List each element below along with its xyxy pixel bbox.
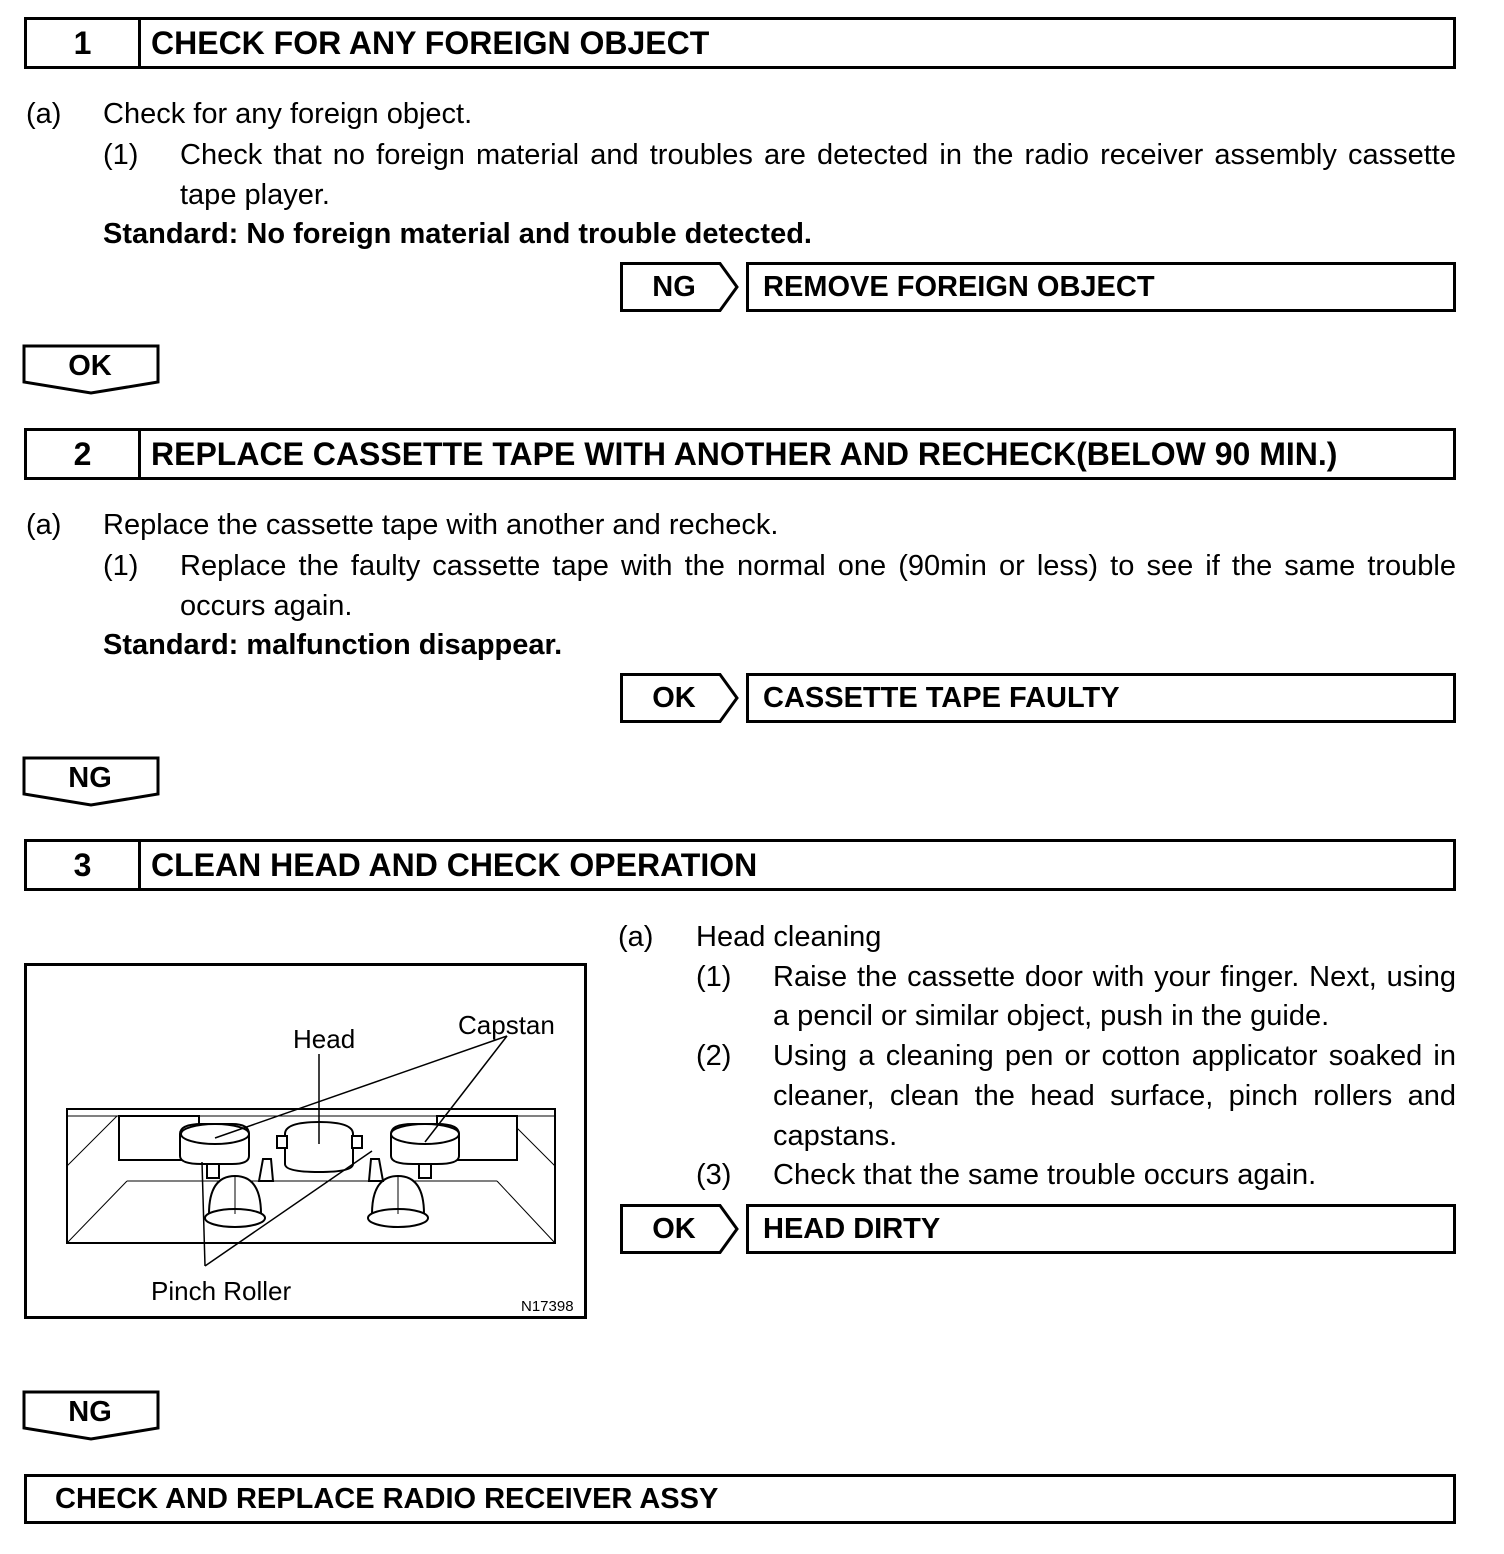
figure-code: N17398	[521, 1298, 574, 1315]
down-arrow-label: NG	[68, 761, 112, 794]
step-title: CHECK FOR ANY FOREIGN OBJECT	[151, 24, 710, 61]
item-text: Check for any foreign object.	[103, 98, 473, 130]
subitem-text: Using a cleaning pen or cotton applicator soaked in	[773, 1040, 1456, 1072]
cassette-head-figure	[24, 963, 587, 1319]
capstan-label: Capstan	[458, 1010, 555, 1040]
result-box: REMOVE FOREIGN OBJECT	[746, 262, 1456, 312]
item-label: (a)	[26, 509, 62, 541]
subitem-text-cont: capstans.	[773, 1120, 898, 1152]
subitem-text-cont: a pencil or similar object, push in the guide.	[773, 1000, 1330, 1032]
standard-text: Standard: malfunction disappear.	[103, 629, 563, 661]
ng-down-arrow	[22, 756, 162, 808]
subitem-text: Raise the cassette door with your finger. Next, using	[773, 961, 1456, 993]
result-box: CASSETTE TAPE FAULTY	[746, 673, 1456, 723]
down-arrow-label: OK	[68, 349, 112, 382]
result-label: NG	[652, 270, 696, 303]
step-title: CLEAN HEAD AND CHECK OPERATION	[151, 846, 758, 883]
step-number: 2	[27, 431, 141, 477]
result-ng-arrow	[620, 262, 740, 312]
step-2-header	[24, 428, 1456, 480]
result-ok-arrow	[620, 1204, 740, 1254]
subitem-label: (2)	[696, 1040, 732, 1072]
item-label: (a)	[618, 921, 654, 953]
final-action-box: CHECK AND REPLACE RADIO RECEIVER ASSY	[24, 1474, 1456, 1524]
step-number: 3	[27, 842, 141, 888]
step-3-header	[24, 839, 1456, 891]
step-title: REPLACE CASSETTE TAPE WITH ANOTHER AND RECHECK(BELOW 90 MIN.)	[151, 435, 1338, 472]
ok-down-arrow	[22, 344, 162, 396]
step-1-header	[24, 17, 1456, 69]
item-label: (a)	[26, 98, 62, 130]
result-ok-arrow	[620, 673, 740, 723]
head-label: Head	[293, 1024, 356, 1054]
pinch-roller-label: Pinch Roller	[151, 1276, 292, 1306]
result-label: OK	[652, 681, 696, 714]
subitem-text-cont: tape player.	[180, 179, 330, 211]
subitem-text: Replace the faulty cassette tape with the normal one (90min or less) to see if the same trouble	[180, 550, 1456, 582]
subitem-label: (1)	[696, 961, 732, 993]
result-label: OK	[652, 1212, 696, 1245]
subitem-label: (1)	[103, 139, 139, 171]
ng-down-arrow	[22, 1390, 162, 1442]
subitem-text: Check that the same trouble occurs again.	[773, 1159, 1317, 1191]
step-number: 1	[27, 20, 141, 66]
subitem-label: (1)	[103, 550, 139, 582]
result-box: HEAD DIRTY	[746, 1204, 1456, 1254]
subitem-text: Check that no foreign material and troubles are detected in the radio receiver assembly cassette	[180, 139, 1456, 171]
down-arrow-label: NG	[68, 1395, 112, 1428]
subitem-text-cont: occurs again.	[180, 590, 353, 622]
item-text: Replace the cassette tape with another and recheck.	[103, 509, 779, 541]
item-text: Head cleaning	[696, 921, 882, 953]
subitem-text-cont: cleaner, clean the head surface, pinch rollers and	[773, 1080, 1456, 1112]
standard-text: Standard: No foreign material and trouble detected.	[103, 218, 812, 250]
subitem-label: (3)	[696, 1159, 732, 1191]
